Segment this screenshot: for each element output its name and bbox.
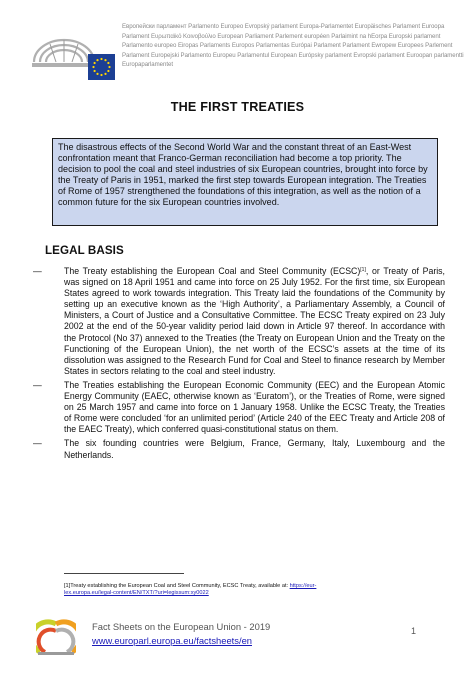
list-item: [33, 266, 445, 377]
list-item-text: , or Treaty of Paris, was signed on 18 April 1951 and came into force on 25 July 1952. For the first time, six European States agreed to work towards integration. This Treaty laid the foundations of the Community by setting up an executive known as the ‘High Authority’, a Parliamentary Assembly, a Council of Ministers, a Court of Justice and a Consultative Committee. The ECSC Treaty expired on 23 July 2002 at the end of the 50-year validity period laid down in Article 97 thereof. In accordance with the Protocol (No 37) annexed to the Treaties (the Treaty on European Union and the Treaty on the Functioning of the European Union), the net worth of the ECSC’s assets at the time of its dissolution was assigned to the Research Fund for Coal and Steel to finance research by Member States in sectors relating to the coal and steel industry.: [64, 266, 445, 376]
page-title: THE FIRST TREATIES: [170, 100, 305, 114]
footer-link[interactable]: www.europarl.europa.eu/factsheets/en: [92, 635, 252, 646]
footnote-link[interactable]: https://eur-lex.europa.eu/legal-content/EN/TXT/?uri=legissum:xy0022: [64, 583, 317, 597]
list-item-text: The six founding countries were Belgium, France, Germany, Italy, Luxembourg and the Netherlands.: [64, 438, 445, 460]
footnote-reference-link[interactable]: [1]: [360, 267, 366, 273]
footnote-divider: [64, 573, 184, 574]
section-heading-legal-basis: LEGAL BASIS: [45, 244, 124, 257]
list-item-text: The Treaty establishing the European Coal and Steel Community (ECSC): [64, 266, 361, 276]
footer-title: Fact Sheets on the European Union - 2019: [92, 621, 271, 632]
list-item-text: The Treaties establishing the European Economic Community (EEC) and the European Atomic Energy Community (EAEC, otherwise known as ‘Euratom’), or the Treaties of Rome, were signed on 25 March 1957 and came into force on 1 January 1958. Unlike the ECSC Treaty, the Treaties of Rome were concluded ‘for an unlimited period’ (Article 240 of the EEC Treaty and Article 208 of the EAEC Treaty), which conferred quasi-constitutional status on them.: [64, 379, 445, 435]
footnote: [64, 583, 364, 598]
list-item: [33, 438, 445, 460]
dash-bullet: —: [33, 438, 42, 449]
footnote-text: [1]Treaty establishing the European Coal and Steel Community, ECSC Treaty, available at:: [64, 583, 290, 589]
legal-basis-list: [33, 266, 445, 464]
parliament-names-multilingual: Европейски парламент Parlamento Europeo Evropský parlament Europa-Parlamentet Europäisches Parlament Euroopa Parlament Ευρωπαϊκό Κοινοβούλιο European Parliament Parlement européen Parlaimint na hEorpa Europski parlament Parlamento europeo Eiropas Parlaments Europos Parlamentas Európai Parlament Parlament Ewropew Europees Parlement Parlament Europejski Parlamento Europeu Parlamentul European Európsky parlament Evropski parlament Euroopan parlamentti Europaparlamentet: [122, 23, 464, 69]
european-parliament-logo-icon: [30, 30, 115, 80]
list-item: [33, 380, 445, 435]
page-number: 1: [411, 626, 417, 636]
dash-bullet: —: [33, 266, 42, 276]
abstract-box: The disastrous effects of the Second World War and the constant threat of an East-West confrontation meant that Franco-German reconciliation had become a top priority. The decision to pool the coal and steel industries of six European countries, brought into force by the Treaty of Paris in 1951, marked the first step towards European integration. The Treaties of Rome of 1957 strengthened the foundations of this integration, as well as the notion of a common future for the six European countries involved.: [52, 138, 438, 226]
dash-bullet: —: [33, 379, 42, 390]
fact-sheets-logo-icon: [36, 612, 76, 658]
header: [30, 22, 464, 84]
